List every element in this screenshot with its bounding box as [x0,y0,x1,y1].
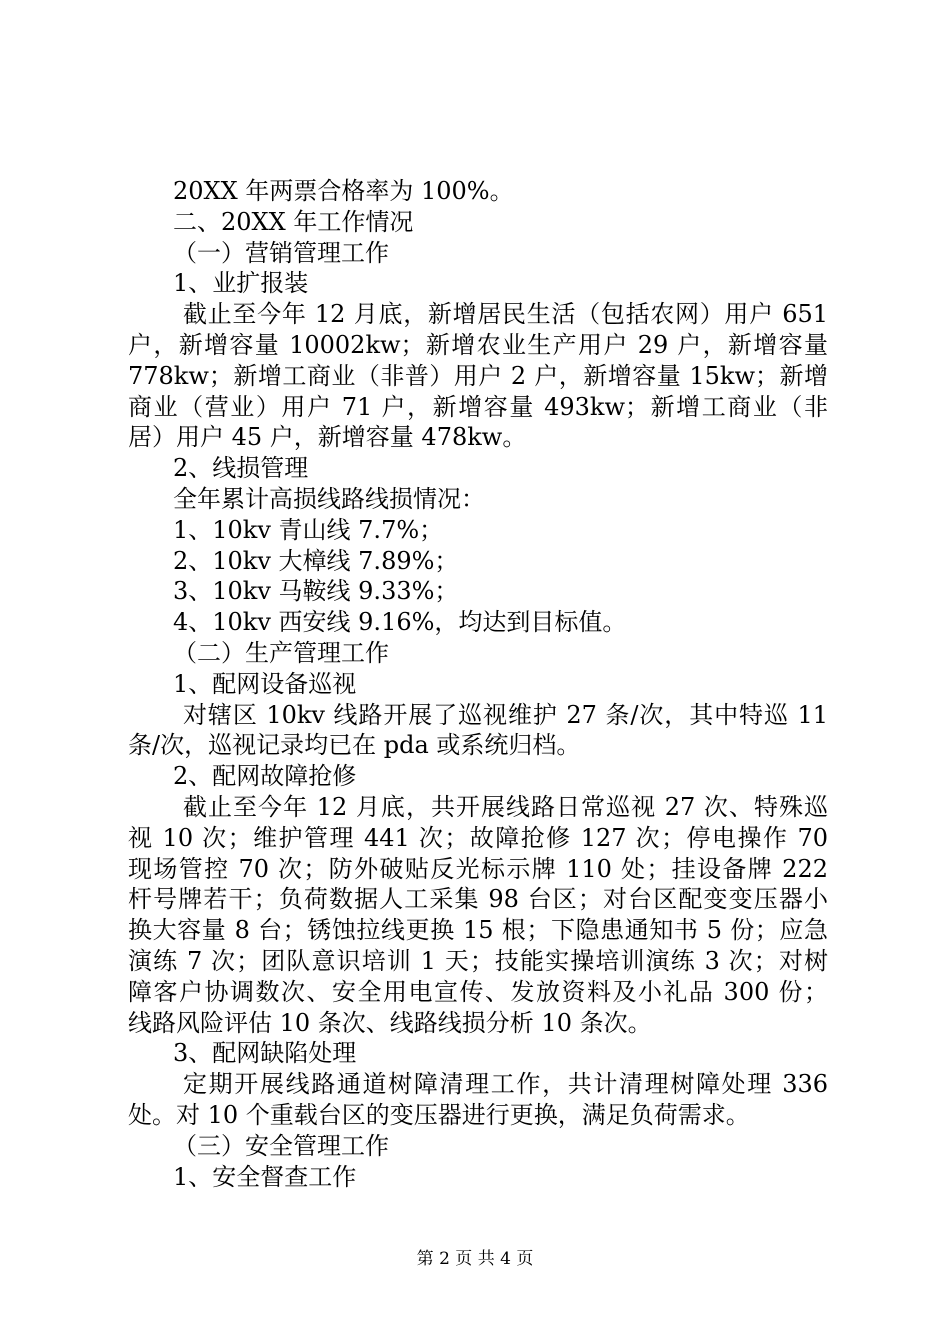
item-heading: 3、配网缺陷处理 [173,1039,357,1068]
paragraph-line: 视 10 次；维护管理 441 次；故障抢修 127 次；停电操作 70 [128,823,828,852]
document-body [128,176,828,1192]
paragraph-line: 户，新增容量 10002kw；新增农业生产用户 29 户，新增容量 [128,330,828,359]
page-footer: 第 2 页 共 4 页 [416,1249,534,1269]
paragraph-line: 商业（营业）用户 71 户，新增容量 493kw；新增工商业（非 [128,392,828,421]
paragraph-line: 线路风险评估 10 条次、线路线损分析 10 条次。 [128,1008,652,1037]
list-item: 2、10kv 大樟线 7.89%； [173,546,459,575]
section-heading: 二、20XX 年工作情况 [173,207,414,236]
paragraph-line: 截止至今年 12 月底，共开展线路日常巡视 27 次、特殊巡 [183,792,828,821]
paragraph-line: 20XX 年两票合格率为 100%。 [173,177,514,205]
paragraph-line: 778kw；新增工商业（非普）用户 2 户，新增容量 15kw；新增 [128,361,828,390]
paragraph-line: 截止至今年 12 月底，新增居民生活（包括农网）用户 651 [183,300,828,329]
paragraph-line: 居）用户 45 户，新增容量 478kw。 [128,423,527,452]
subsection-heading: （三）安全管理工作 [173,1131,389,1160]
paragraph-line: 演练 7 次；团队意识培训 1 天；技能实操培训演练 3 次；对树 [128,946,828,975]
paragraph-line: 对辖区 10kv 线路开展了巡视维护 27 条/次，其中特巡 11 [183,700,828,729]
list-item: 4、10kv 西安线 9.16%，均达到目标值。 [173,608,627,637]
list-item: 1、10kv 青山线 7.7%； [173,515,444,544]
item-heading: 1、安全督查工作 [173,1162,357,1191]
subsection-heading: （一）营销管理工作 [173,238,389,267]
item-heading: 1、业扩报装 [173,269,309,298]
paragraph-line: 定期开展线路通道树障清理工作，共计清理树障处理 336 [183,1070,828,1099]
list-item: 3、10kv 马鞍线 9.33%； [173,577,459,606]
subsection-heading: （二）生产管理工作 [173,638,389,667]
paragraph-line: 条/次，巡视记录均已在 pda 或系统归档。 [128,731,581,760]
item-heading: 2、配网故障抢修 [173,762,357,791]
item-heading: 2、线损管理 [173,454,309,483]
paragraph-line: 杆号牌若干；负荷数据人工采集 98 台区；对台区配变变压器小 [128,885,828,914]
item-heading: 1、配网设备巡视 [173,669,357,698]
paragraph-line: 全年累计高损线路线损情况： [173,484,485,513]
paragraph-line: 处。对 10 个重载台区的变压器进行更换，满足负荷需求。 [128,1100,750,1129]
paragraph-line: 现场管控 70 次；防外破贴反光标示牌 110 处；挂设备牌 222 [128,854,828,883]
paragraph-line: 换大容量 8 台；锈蚀拉线更换 15 根；下隐患通知书 5 份；应急 [128,916,828,945]
paragraph-line: 障客户协调数次、安全用电宣传、发放资料及小礼品 300 份； [128,977,828,1006]
